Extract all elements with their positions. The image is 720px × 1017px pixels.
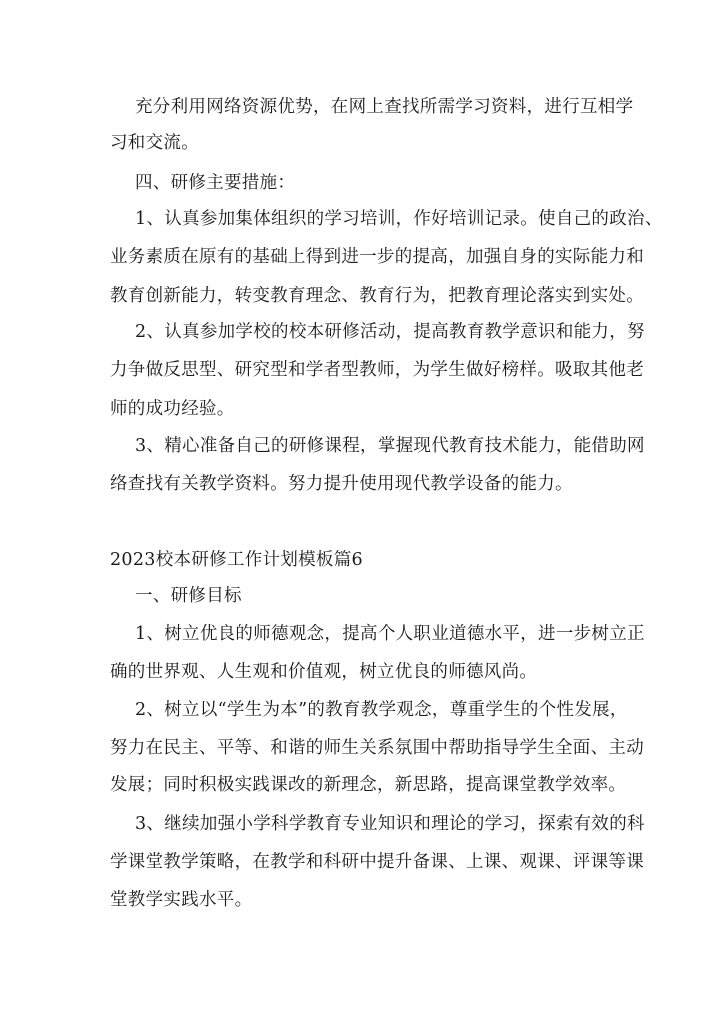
paragraph-line: 堂教学实践水平。 (110, 890, 253, 910)
paragraph-line: 3、精心准备自己的研修课程，掌握现代教育技术能力，能借助网 (135, 436, 645, 456)
paragraph-line: 师的成功经验。 (110, 399, 235, 419)
paragraph-line: 2、认真参加学校的校本研修活动，提高教育教学意识和能力，努 (135, 322, 645, 342)
paragraph-line: 学课堂教学策略，在教学和科研中提升备课、上课、观课、评课等课 (110, 852, 644, 872)
paragraph-line: 2、树立以“学生为本”的教育教学观念，尊重学生的个性发展， (135, 700, 628, 720)
paragraph-line: 充分利用网络资源优势，在网上查找所需学习资料，进行互相学 (135, 97, 634, 117)
paragraph-line: 教育创新能力，转变教育理念、教育行为，把教育理论落实到实处。 (110, 286, 644, 306)
section-title: 2023校本研修工作计划模板篇6 (110, 550, 363, 570)
paragraph-line: 确的世界观、人生观和价值观，树立优良的师德风尚。 (110, 662, 538, 682)
paragraph-line: 3、继续加强小学科学教育专业知识和理论的学习，探索有效的科 (135, 814, 645, 834)
paragraph-line: 努力在民主、平等、和谐的师生关系氛围中帮助指导学生全面、主动 (110, 738, 644, 758)
section-heading: 一、研修目标 (135, 586, 242, 606)
paragraph-line: 发展；同时积极实践课改的新理念，新思路，提高课堂教学效率。 (110, 775, 627, 795)
section-heading: 四、研修主要措施： (135, 173, 296, 193)
paragraph-line: 业务素质在原有的基础上得到进一步的提高，加强自身的实际能力和 (110, 247, 644, 267)
paragraph-line: 1、认真参加集体组织的学习培训，作好培训记录。使自己的政治、 (135, 209, 663, 229)
paragraph-line: 1、树立优良的师德观念，提高个人职业道德水平，进一步树立正 (135, 624, 645, 644)
paragraph-line: 络查找有关教学资料。努力提升使用现代教学设备的能力。 (110, 474, 573, 494)
paragraph-line: 习和交流。 (110, 133, 199, 153)
paragraph-line: 力争做反思型、研究型和学者型教师，为学生做好榜样。吸取其他老 (110, 360, 644, 380)
